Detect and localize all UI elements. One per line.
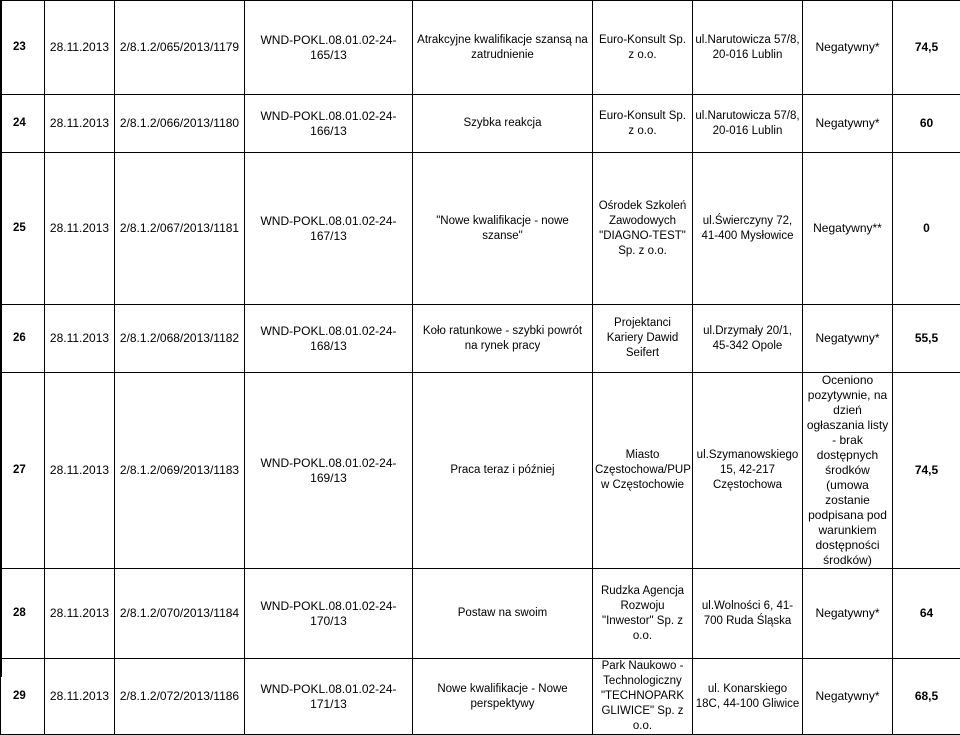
- left-border-line: [0, 0, 2, 677]
- row-project-title: "Nowe kwalifikacje - nowe szanse": [413, 153, 593, 305]
- table-row: [1, 659, 960, 735]
- row-date: 28.11.2013: [45, 153, 115, 305]
- row-project-title: Szybka reakcja: [413, 95, 593, 153]
- row-number: 23: [1, 1, 45, 95]
- row-code: 2/8.1.2/070/2013/1184: [115, 569, 245, 659]
- row-reference: WND-POKL.08.01.02-24-167/13: [245, 153, 413, 305]
- row-project-title: Koło ratunkowe - szybki powrót na rynek pracy: [413, 305, 593, 373]
- row-code: 2/8.1.2/069/2013/1183: [115, 373, 245, 569]
- row-score: 60: [893, 95, 960, 153]
- row-status: Negatywny*: [803, 1, 893, 95]
- row-code: 2/8.1.2/066/2013/1180: [115, 95, 245, 153]
- row-score: 68,5: [893, 659, 960, 735]
- row-number: 29: [1, 659, 45, 735]
- row-address: ul.Wolności 6, 41-700 Ruda Śląska: [693, 569, 803, 659]
- row-score: 0: [893, 153, 960, 305]
- row-project-title: Postaw na swoim: [413, 569, 593, 659]
- row-address: ul.Narutowicza 57/8, 20-016 Lublin: [693, 95, 803, 153]
- row-number: 25: [1, 153, 45, 305]
- row-project-title: Nowe kwalifikacje - Nowe perspektywy: [413, 659, 593, 735]
- row-reference: WND-POKL.08.01.02-24-168/13: [245, 305, 413, 373]
- row-project-title: Praca teraz i później: [413, 373, 593, 569]
- row-reference: WND-POKL.08.01.02-24-169/13: [245, 373, 413, 569]
- row-number: 24: [1, 95, 45, 153]
- row-status: Negatywny*: [803, 659, 893, 735]
- table-row: [1, 569, 960, 659]
- table-row: [1, 373, 960, 569]
- row-status: Negatywny*: [803, 95, 893, 153]
- row-date: 28.11.2013: [45, 373, 115, 569]
- row-date: 28.11.2013: [45, 1, 115, 95]
- row-date: 28.11.2013: [45, 569, 115, 659]
- row-applicant: Miasto Częstochowa/PUP w Częstochowie: [593, 373, 693, 569]
- row-applicant: Projektanci Kariery Dawid Seifert: [593, 305, 693, 373]
- row-applicant: Park Naukowo - Technologiczny "TECHNOPARK GLIWICE" Sp. z o.o.: [593, 659, 693, 735]
- row-address: ul. Konarskiego 18C, 44-100 Gliwice: [693, 659, 803, 735]
- row-number: 28: [1, 569, 45, 659]
- row-score: 64: [893, 569, 960, 659]
- row-score: 74,5: [893, 1, 960, 95]
- row-reference: WND-POKL.08.01.02-24-166/13: [245, 95, 413, 153]
- row-status: Oceniono pozytywnie, na dzień ogłaszania listy - brak dostępnych środków (umowa zostanie podpisana pod warunkiem dostępności środków): [803, 373, 893, 569]
- row-address: ul.Narutowicza 57/8, 20-016 Lublin: [693, 1, 803, 95]
- row-status: Negatywny**: [803, 153, 893, 305]
- row-address: ul.Szymanowskiego 15, 42-217 Częstochowa: [693, 373, 803, 569]
- row-status: Negatywny*: [803, 569, 893, 659]
- row-score: 55,5: [893, 305, 960, 373]
- table-row: [1, 305, 960, 373]
- row-date: 28.11.2013: [45, 305, 115, 373]
- row-code: 2/8.1.2/068/2013/1182: [115, 305, 245, 373]
- row-address: ul.Drzymały 20/1, 45-342 Opole: [693, 305, 803, 373]
- row-applicant: Ośrodek Szkoleń Zawodowych "DIAGNO-TEST" Sp. z o.o.: [593, 153, 693, 305]
- row-score: 74,5: [893, 373, 960, 569]
- row-status: Negatywny*: [803, 305, 893, 373]
- row-date: 28.11.2013: [45, 95, 115, 153]
- row-applicant: Euro-Konsult Sp. z o.o.: [593, 95, 693, 153]
- row-reference: WND-POKL.08.01.02-24-171/13: [245, 659, 413, 735]
- row-applicant: Rudzka Agencja Rozwoju "Inwestor" Sp. z o.o.: [593, 569, 693, 659]
- row-reference: WND-POKL.08.01.02-24-165/13: [245, 1, 413, 95]
- row-number: 26: [1, 305, 45, 373]
- row-date: 28.11.2013: [45, 659, 115, 735]
- table-row: [1, 153, 960, 305]
- row-address: ul.Świerczyny 72, 41-400 Mysłowice: [693, 153, 803, 305]
- table-row: [1, 95, 960, 153]
- row-code: 2/8.1.2/065/2013/1179: [115, 1, 245, 95]
- row-reference: WND-POKL.08.01.02-24-170/13: [245, 569, 413, 659]
- row-project-title: Atrakcyjne kwalifikacje szansą na zatrudnienie: [413, 1, 593, 95]
- table-row: [1, 1, 960, 95]
- row-code: 2/8.1.2/067/2013/1181: [115, 153, 245, 305]
- row-number: 27: [1, 373, 45, 569]
- row-applicant: Euro-Konsult Sp. z o.o.: [593, 1, 693, 95]
- row-code: 2/8.1.2/072/2013/1186: [115, 659, 245, 735]
